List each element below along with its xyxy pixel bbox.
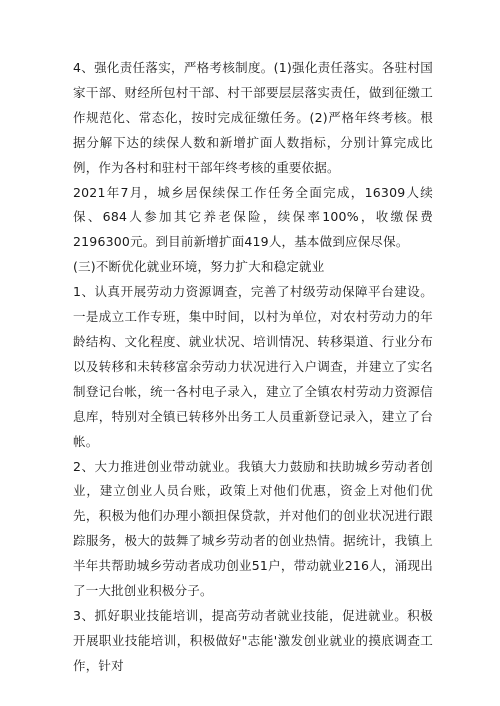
paragraph-entrepreneurship: 2、大力推进创业带动就业。我镇大力鼓励和扶助城乡劳动者创业，建立创业人员台账，政策上对他们优惠，资金上对他们优先，积极为他们办理小额担保贷款，并对他们的创业状况进行跟踪服务，极大的鼓舞了城乡劳动者的创业热情。据统计，我镇上半年共帮助城乡劳动者成功创业51户，带动就业216人，涌现出了一大批创业积极分子。	[73, 458, 433, 599]
paragraph-skills-training: 3、抓好职业技能培训，提高劳动者就业技能，促进就业。积极开展职业技能培训，积极做好"志能'激发创业就业的摸底调查工作，针对	[73, 607, 433, 673]
paragraph-labor-survey: 1、认真开展劳动力资源调查，完善了村级劳动保障平台建设。一是成立工作专班，集中时间，以村为单位，对农村劳动力的年龄结构、文化程度、就业状况、培训情况、转移渠道、行业分布以及转移和未转移富余劳动力状况进行入户调查，并建立了实名制登记台帐，统一各村电子录入，建立了全镇农村劳动力资源信息库，特别对全镇已转移外出务工人员重新登记录入，建立了台帐。	[73, 284, 433, 449]
section-heading-employment: (三)不断优化就业环境，努力扩大和稳定就业	[73, 259, 325, 275]
document-body	[73, 56, 433, 679]
paragraph-insurance-results: 2021年7月，城乡居保续保工作任务全面完成，16309人续保、684人参加其它养老保险，续保率100%，收缴保费2196300元。到目前新增扩面419人，基本做到应保尽保。	[73, 184, 433, 250]
paragraph-responsibility: 4、强化责任落实，严格考核制度。(1)强化责任落实。各驻村国家干部、财经所包村干部、村干部要层层落实责任，做到征缴工作规范化、常态化，按时完成征缴任务。(2)严格年终考核。根据分解下达的续保人数和新增扩面人数指标，分别计算完成比例，作为各村和驻村干部年终考核的重要依据。	[73, 60, 433, 175]
